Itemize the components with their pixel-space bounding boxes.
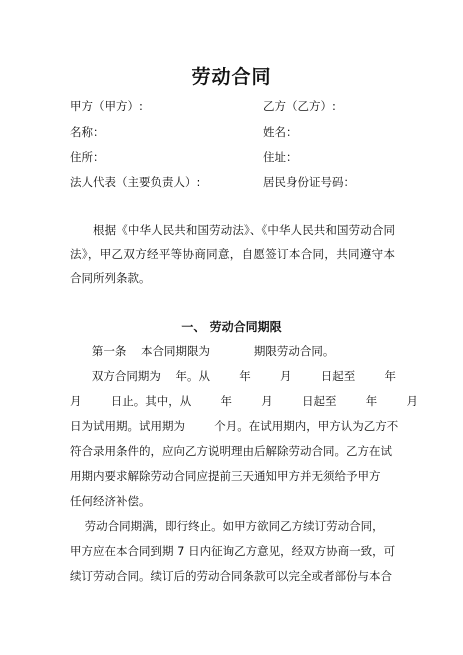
party-a-address-label: 住所： [70,150,105,164]
section-line: 第一条 本合同期限为 期限劳动合同。 [70,344,335,358]
section-line: 续订劳动合同。续订后的劳动合同条款可以完全或者部份与本合 [70,569,392,583]
section-line: 符合录用条件的，应向乙方说明理由后解除劳动合同。乙方在试 [70,444,392,458]
intro-paragraph: 根据《中华人民共和国劳动法》、《中华人民共和国劳动合同法》，甲乙双方经平等协商同意，自愿签订本合同，共同遵守本合同所列条款。 [70,223,395,285]
section-line: 任何经济补偿。 [70,494,151,508]
section-line: 用期内要求解除劳动合同应提前三天通知甲方并无须给予甲方 [70,469,381,483]
party-b-name-label: 姓名： [263,125,298,139]
section-line: 日为试用期。试用期为 个月。在试用期内，甲方认为乙方不 [70,419,399,433]
party-b-address-label: 住址： [263,150,298,164]
section-line: 劳动合同期满，即行终止。如甲方欲同乙方续订劳动合同， [70,519,384,533]
party-b-id-number-label: 居民身份证号码： [263,175,355,189]
party-a-representative-label: 法人代表（主要负责人）: [70,175,201,189]
section-line: 双方合同期为 年。从 年 月 日起至 年 [70,369,397,383]
section-line: 甲方应在本合同到期 7 日内征询乙方意见，经双方协商一致，可 [70,544,396,558]
party-a-name-label: 名称： [70,125,105,139]
section-heading-contract-term: 一、 劳动合同期限 [181,320,282,334]
section-line: 月 日止。其中，从 年 月 日起至 年 月 [70,394,418,408]
party-a-label: 甲方（甲方）: [70,99,143,113]
party-b-label: 乙方（乙方）: [263,99,336,113]
document-title: 劳动合同 [191,66,272,88]
